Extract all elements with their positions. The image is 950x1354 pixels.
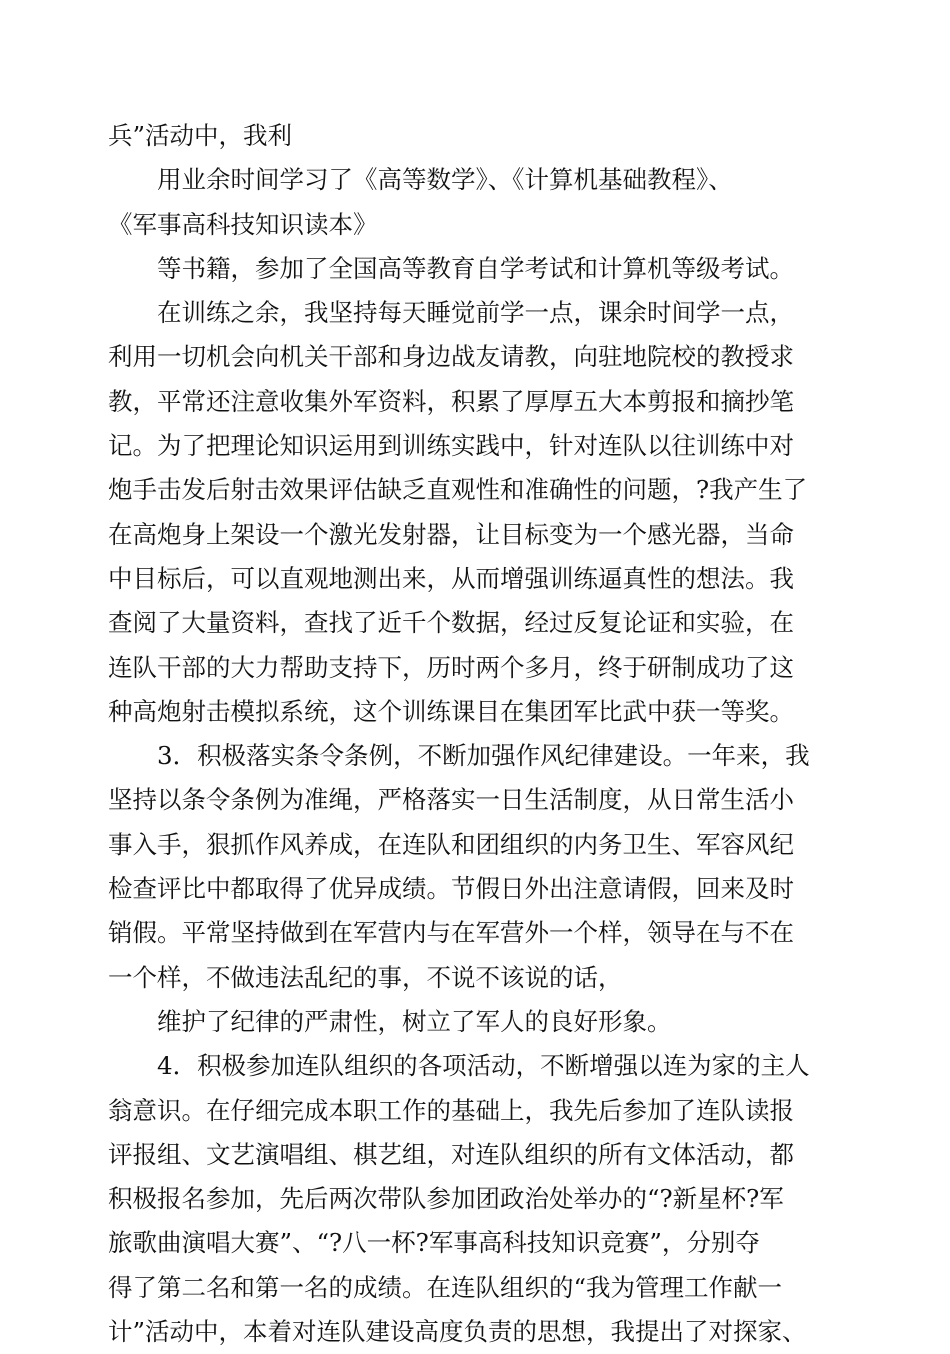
text-line-10: 在高炮身上架设一个激光发射器，让目标变为一个感光器，当命	[108, 519, 794, 549]
text-line-7: 教，平常还注意收集外军资料，积累了厚厚五大本剪报和摘抄笔	[108, 386, 794, 416]
text-line-15: 3．积极落实条令条例，不断加强作风纪律建设。一年来，我	[157, 741, 810, 771]
text-line-16: 坚持以条令条例为准绳，严格落实一日生活制度，从日常生活小	[108, 785, 794, 815]
text-line-5: 在训练之余，我坚持每天睡觉前学一点，课余时间学一点，	[157, 298, 794, 328]
text-line-20: 一个样，不做违法乱纪的事，不说不该说的话，	[108, 962, 623, 992]
text-line-27: 得了第二名和第一名的成绩。在连队组织的“我为管理工作献一	[108, 1272, 783, 1302]
text-line-3: 《军事高科技知识读本》	[108, 209, 378, 239]
text-line-22: 4．积极参加连队组织的各项活动，不断增强以连为家的主人	[157, 1051, 810, 1081]
text-line-4: 等书籍，参加了全国高等教育自学考试和计算机等级考试。	[157, 253, 794, 283]
text-line-19: 销假。平常坚持做到在军营内与在军营外一个样，领导在与不在	[108, 918, 794, 948]
text-line-6: 利用一切机会向机关干部和身边战友请教，向驻地院校的教授求	[108, 342, 794, 372]
text-line-9: 炮手击发后射击效果评估缺乏直观性和准确性的问题，?我产生了	[108, 475, 808, 505]
text-line-13: 连队干部的大力帮助支持下，历时两个多月，终于研制成功了这	[108, 652, 794, 682]
document-page	[108, 114, 838, 1354]
text-line-26: 旅歌曲演唱大赛”、“?八一杯?军事高科技知识竞赛”，分别夺	[108, 1228, 760, 1258]
text-line-8: 记。为了把理论知识运用到训练实践中，针对连队以往训练中对	[108, 431, 794, 461]
text-line-23: 翁意识。在仔细完成本职工作的基础上，我先后参加了连队读报	[108, 1095, 794, 1125]
text-line-1: 兵”活动中，我利	[108, 121, 293, 150]
text-line-14: 种高炮射击模拟系统，这个训练课目在集团军比武中获一等奖。	[108, 696, 794, 726]
text-line-24: 评报组、文艺演唱组、棋艺组，对连队组织的所有文体活动，都	[108, 1139, 794, 1169]
text-line-28: 计”活动中，本着对连队建设高度负责的思想，我提出了对探家、	[108, 1317, 807, 1347]
text-line-25: 积极报名参加，先后两次带队参加团政治处举办的“?新星杯?军	[108, 1184, 784, 1214]
text-line-2: 用业余时间学习了《高等数学》、《计算机基础教程》、	[157, 165, 733, 195]
text-line-17: 事入手，狠抓作风养成，在连队和团组织的内务卫生、军容风纪	[108, 829, 794, 859]
text-line-21: 维护了纪律的严肃性，树立了军人的良好形象。	[157, 1006, 672, 1036]
text-line-12: 查阅了大量资料，查找了近千个数据，经过反复论证和实验，在	[108, 608, 794, 638]
text-line-11: 中目标后，可以直观地测出来，从而增强训练逼真性的想法。我	[108, 563, 794, 593]
text-line-18: 检查评比中都取得了优异成绩。节假日外出注意请假，回来及时	[108, 874, 794, 904]
